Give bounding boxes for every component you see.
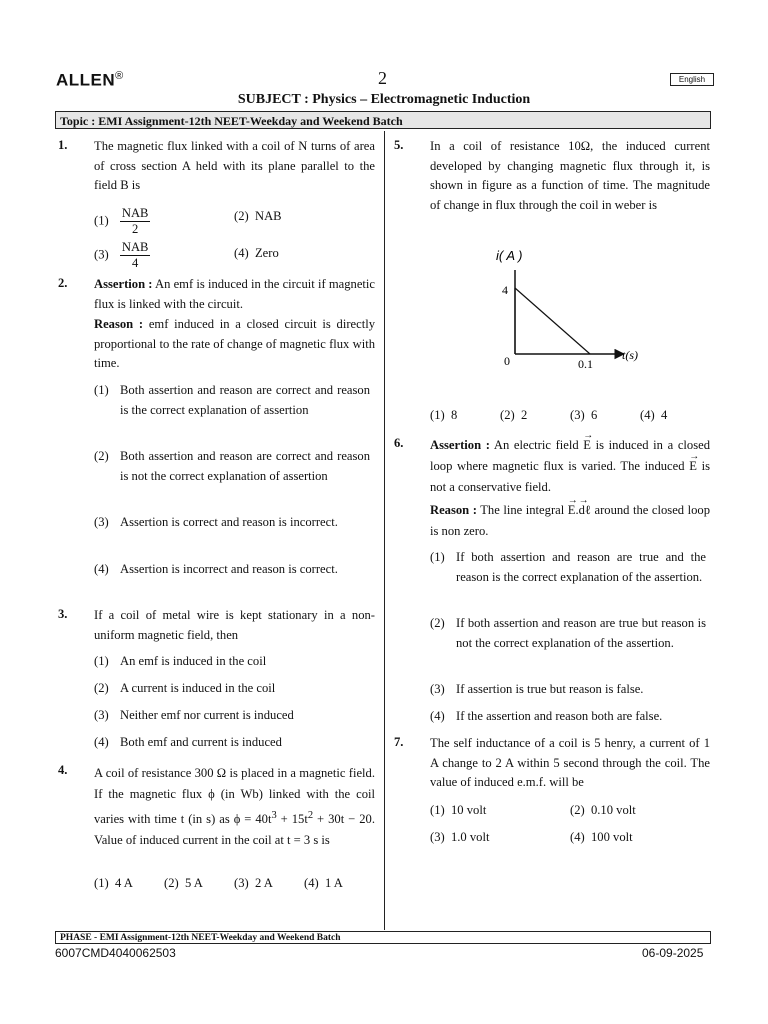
- q2-number: 2.: [58, 276, 68, 290]
- q5-current-time-graph: [490, 242, 650, 374]
- q1-option-1: [94, 206, 150, 237]
- q6-option-3-label: (3): [430, 682, 445, 696]
- brand-reg-mark: ®: [115, 70, 124, 82]
- x-axis-label: t(s): [622, 348, 638, 362]
- q5-option-4: [640, 406, 667, 426]
- q4-option-2-text: 5 A: [184, 876, 203, 890]
- q2-option-4: [94, 560, 370, 580]
- q3-option-2-label: (2): [94, 681, 109, 695]
- q2-option-1-text: Both assertion and reason are correct and reason is the correct explanation of assertion: [120, 383, 370, 417]
- q6-option-4-label: (4): [430, 709, 445, 723]
- q5-option-4-text: 4: [660, 408, 668, 422]
- q7-option-2-label: (2): [570, 803, 585, 817]
- q6-option-1: [430, 548, 706, 587]
- q4-option-1-label: (1): [94, 876, 109, 890]
- q3-option-3: [94, 706, 370, 726]
- q7-option-1-text: 10 volt: [450, 803, 487, 817]
- q2-option-4-text: Assertion is incorrect and reason is correct.: [120, 562, 338, 576]
- q1-option-1-label: (1): [94, 213, 109, 228]
- q4-eq-part-c: + 30t − 20.: [313, 812, 375, 827]
- q2-option-1: [94, 381, 370, 420]
- q6-option-4: [430, 707, 706, 727]
- q5-option-2-text: 2: [520, 408, 528, 422]
- q4-number: 4.: [58, 763, 68, 777]
- data-line-diagonal: [515, 288, 590, 354]
- q5-option-2: [500, 406, 527, 426]
- q1-option-3-numerator: NAB: [121, 240, 149, 254]
- q5-option-3: [570, 406, 597, 426]
- brand-logo: [56, 70, 124, 91]
- q5-option-2-label: (2): [500, 408, 515, 422]
- q1-option-3-fraction: [120, 240, 151, 271]
- q1-option-4-label: (4): [234, 246, 249, 260]
- q2-assertion: [94, 275, 375, 314]
- q2-option-3: [94, 513, 370, 533]
- brand-name: ALLEN: [56, 70, 116, 90]
- q7-option-4-text: 100 volt: [590, 830, 633, 844]
- q6-assertion-vector-e2: → E: [689, 456, 697, 477]
- q1-option-3-label: (3): [94, 247, 109, 262]
- q7-option-1: [430, 801, 486, 821]
- q5-option-1: [430, 406, 457, 426]
- q4-option-2: [164, 874, 203, 894]
- q6-reason-vector-dl: → dℓ: [579, 500, 591, 521]
- q4-option-3-label: (3): [234, 876, 249, 890]
- q1-number: 1.: [58, 138, 68, 152]
- q2-assertion-label: Assertion :: [94, 277, 153, 291]
- q7-option-3-label: (3): [430, 830, 445, 844]
- q4-option-1: [94, 874, 133, 894]
- q1-option-4: [234, 244, 279, 264]
- footer-code: 6007CMD4040062503: [55, 946, 176, 960]
- q5-option-4-label: (4): [640, 408, 655, 422]
- q2-option-3-label: (3): [94, 515, 109, 529]
- q3-option-4-text: Both emf and current is induced: [120, 735, 282, 749]
- q1-option-2-label: (2): [234, 209, 249, 223]
- q5-option-1-text: 8: [450, 408, 458, 422]
- q6-assertion-label: Assertion :: [430, 438, 490, 452]
- q6-reason-b: around the closed loop is non zero.: [430, 503, 711, 538]
- q6-reason-a: The line integral: [480, 503, 568, 517]
- q4-option-4: [304, 874, 343, 894]
- q4-text-a: A coil of resistance 300 Ω is placed in a magnetic field. If the magnetic flux ϕ (in Wb) linked with the coil varies with time t (in s) as: [94, 766, 375, 827]
- q5-number: 5.: [394, 138, 404, 152]
- q2-option-3-text: Assertion is correct and reason is incorrect.: [120, 515, 338, 529]
- q1-option-1-fraction: [120, 206, 151, 237]
- q1-option-3: [94, 240, 150, 271]
- q3-option-4-label: (4): [94, 735, 109, 749]
- q7-option-3: [430, 828, 489, 848]
- q3-option-1: [94, 652, 370, 672]
- y-tick-label-4: 4: [502, 283, 508, 297]
- q6-option-2-label: (2): [430, 616, 445, 630]
- column-divider: [384, 131, 385, 930]
- q3-option-3-text: Neither emf nor current is induced: [120, 708, 294, 722]
- q6-option-3: [430, 680, 706, 700]
- q5-option-3-label: (3): [570, 408, 585, 422]
- q1-option-2: [234, 207, 282, 227]
- q6-assertion: [430, 435, 710, 498]
- q7-option-4: [570, 828, 633, 848]
- q2-option-2-label: (2): [94, 449, 109, 463]
- q6-assertion-c: is not a conservative field.: [430, 459, 710, 494]
- footer-phase: PHASE - EMI Assignment-12th NEET-Weekday and Weekend Batch: [55, 931, 711, 944]
- q6-option-2: [430, 614, 706, 653]
- q2-option-4-label: (4): [94, 562, 109, 576]
- q6-number: 6.: [394, 436, 404, 450]
- q4-option-2-label: (2): [164, 876, 179, 890]
- subject-title: SUBJECT : Physics – Electromagnetic Induction: [237, 92, 531, 107]
- q6-reason-dot: .: [575, 503, 579, 517]
- q2-option-2: [94, 447, 370, 486]
- q4-option-4-text: 1 A: [324, 876, 343, 890]
- q2-reason-text: emf induced in a closed circuit is directly proportional to the rate of change of magnetic flux with time.: [94, 317, 375, 370]
- q7-text: The self inductance of a coil is 5 henry, a current of 1 A change to 2 A within 5 second through the coil. The value of induced e.m.f. will be: [430, 736, 710, 789]
- topic-bar: Topic : EMI Assignment-12th NEET-Weekday and Weekend Batch: [55, 111, 711, 129]
- q4-eq-part-b: + 15t: [276, 812, 308, 827]
- language-badge: English: [670, 73, 714, 86]
- q3-option-1-label: (1): [94, 654, 109, 668]
- x-tick-label-0-1: 0.1: [578, 357, 593, 371]
- q3-option-3-label: (3): [94, 708, 109, 722]
- q7-option-1-label: (1): [430, 803, 445, 817]
- q1-option-2-text: NAB: [254, 209, 282, 223]
- q6-reason-label: Reason :: [430, 503, 477, 517]
- q6-option-1-text: If both assertion and reason are true and the reason is the correct explanation of the assertion.: [456, 550, 706, 584]
- q7-option-4-label: (4): [570, 830, 585, 844]
- footer-date: 06-09-2025: [642, 946, 704, 960]
- q4-option-3: [234, 874, 273, 894]
- q3-option-2: [94, 679, 370, 699]
- origin-label: 0: [504, 354, 510, 368]
- page-number: 2: [378, 68, 387, 88]
- q7-option-3-text: 1.0 volt: [450, 830, 490, 844]
- q5-text: In a coil of resistance 10Ω, the induced current developed by changing magnetic flux through it, is shown in figure as a function of time. The magnitude of change in flux through the coil in weber is: [430, 139, 710, 212]
- q6-option-3-text: If assertion is true but reason is false.: [456, 682, 644, 696]
- q6-assertion-b: is induced in a closed loop where magnetic flux is varied. The induced: [430, 438, 710, 473]
- q6-option-4-text: If the assertion and reason both are false.: [456, 709, 663, 723]
- q3-text: If a coil of metal wire is kept stationary in a non-uniform magnetic field, then: [94, 608, 375, 642]
- q6-reason-vector-e: → E: [568, 500, 576, 521]
- q4-eq-part-a: ϕ = 40t: [233, 812, 272, 827]
- q6-assertion-a: An electric field: [493, 438, 584, 452]
- q4-option-3-text: 2 A: [254, 876, 273, 890]
- q2-option-1-label: (1): [94, 383, 109, 397]
- q4-eq-sup-1: 3: [271, 810, 277, 821]
- q4-equation: [234, 812, 375, 826]
- q3-option-1-text: An emf is induced in the coil: [120, 654, 267, 668]
- q3-option-4: [94, 733, 370, 753]
- q6-assertion-vector-e: → E: [583, 435, 591, 456]
- q2-reason: [94, 315, 375, 374]
- q6-option-1-label: (1): [430, 550, 445, 564]
- q1-text: The magnetic flux linked with a coil of N turns of area of cross section A held with its plane parallel to the field B is: [94, 139, 375, 192]
- q1-option-3-denominator: 4: [131, 256, 139, 270]
- q5-option-3-text: 6: [590, 408, 598, 422]
- q1-option-1-denominator: 2: [131, 222, 139, 236]
- q5-option-1-label: (1): [430, 408, 445, 422]
- q1-option-4-text: Zero: [254, 246, 279, 260]
- y-axis-label: i( A ): [496, 248, 523, 263]
- q2-option-2-text: Both assertion and reason are correct and reason is not the correct explanation of assertion: [120, 449, 370, 483]
- q6-reason: [430, 500, 710, 542]
- q1-option-1-numerator: NAB: [121, 206, 149, 220]
- q4-text: [94, 763, 375, 851]
- q2-assertion-text: An emf is induced in the circuit if magnetic flux is linked with the circuit.: [94, 277, 375, 311]
- q7-option-2-text: 0.10 volt: [590, 803, 636, 817]
- q4-option-4-label: (4): [304, 876, 319, 890]
- q7-option-2: [570, 801, 636, 821]
- q7-number: 7.: [394, 735, 404, 749]
- q4-text-b: Value of induced current in the coil at t = 3 s is: [94, 833, 330, 848]
- q6-option-2-text: If both assertion and reason are true but reason is not the correct explanation of the assertion.: [456, 616, 706, 650]
- q4-option-1-text: 4 A: [114, 876, 133, 890]
- q2-reason-label: Reason :: [94, 317, 144, 331]
- q3-option-2-text: A current is induced in the coil: [120, 681, 276, 695]
- q4-eq-sup-2: 2: [307, 810, 314, 821]
- q3-number: 3.: [58, 607, 68, 621]
